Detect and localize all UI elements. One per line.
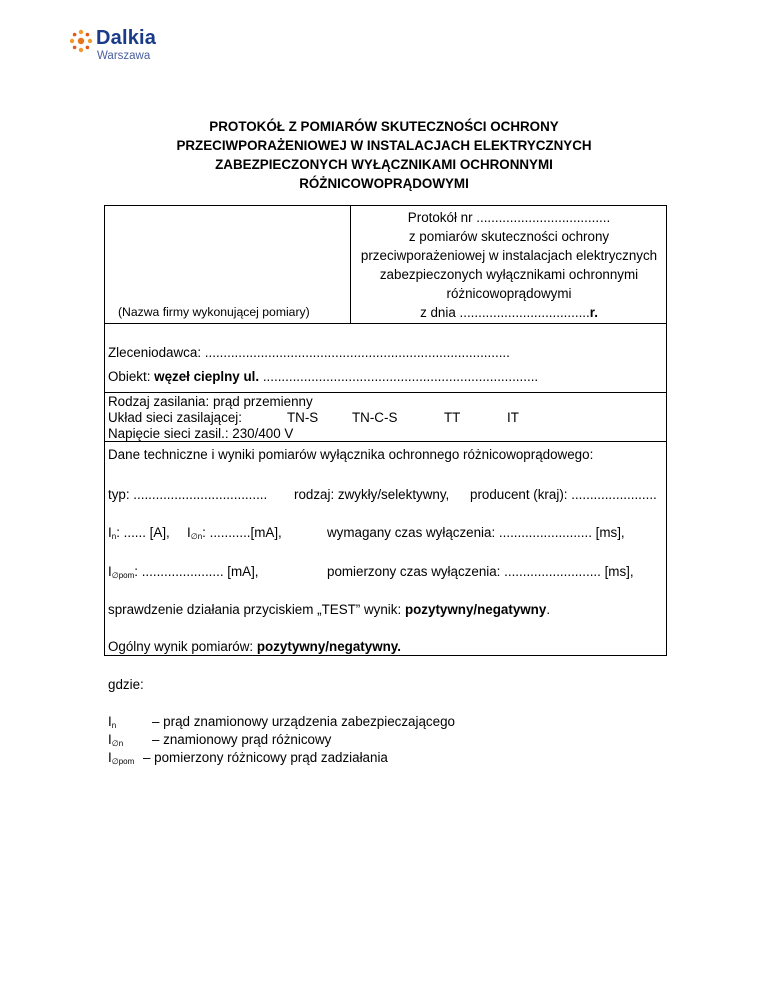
residual-current-subscript: ∅n — [190, 532, 203, 541]
legend-symbol — [108, 749, 134, 766]
legend-symbol — [108, 731, 123, 748]
brand-location: Warszawa — [97, 50, 151, 62]
company-caption: (Nazwa firmy wykonującej pomiary) — [118, 305, 310, 319]
residual-current-value: : ...........[mA], — [202, 525, 282, 540]
network-option-tncs: TN-C-S — [352, 410, 398, 425]
test-prefix: sprawdzenie działania przyciskiem „TEST” wynik: — [108, 602, 402, 617]
field-residual-current — [187, 524, 282, 541]
protocol-line: przeciwporażeniowej w instalacjach elektrycznych — [360, 248, 658, 263]
network-option-tns: TN-S — [287, 410, 319, 425]
object-row — [108, 368, 538, 385]
field-required-time: wymagany czas wyłączenia: ......................... [ms], — [327, 525, 625, 540]
brand-name: Dalkia — [96, 27, 157, 49]
field-kind: rodzaj: zwykły/selektywny, — [294, 487, 450, 502]
residual-current-symbol: I — [187, 525, 191, 540]
legend-symbol-letter: I — [108, 732, 112, 747]
protocol-line: z pomiarów skuteczności ochrony — [408, 229, 610, 244]
rated-current-subscript: n — [111, 532, 117, 541]
client-row — [108, 344, 510, 361]
protocol-date-prefix: z dnia ................................... — [420, 305, 590, 320]
legend-symbol — [108, 713, 116, 730]
supply-type: Rodzaj zasilania: prąd przemienny — [108, 394, 313, 409]
legend-symbol-letter: I — [108, 750, 112, 765]
legend-symbol-subscript: n — [111, 721, 117, 730]
object-dots: .......................................................................... — [262, 369, 539, 384]
object-value: węzeł cieplny ul. — [154, 369, 260, 384]
test-suffix: . — [546, 602, 551, 617]
legend-description: – prąd znamionowy urządzenia zabezpieczającego — [152, 714, 455, 729]
field-type: typ: .................................... — [108, 487, 268, 502]
legend-symbol-letter: I — [108, 714, 112, 729]
measured-current-symbol: I — [108, 564, 112, 579]
supply-voltage: Napięcie sieci zasil.: 230/400 V — [108, 426, 294, 441]
title-line: PROTOKÓŁ Z POMIARÓW SKUTECZNOŚCI OCHRONY — [209, 119, 559, 134]
network-option-it: IT — [507, 410, 519, 425]
rated-current-value: : ...... [A], — [116, 525, 170, 540]
object-label: Obiekt: — [108, 369, 151, 384]
header-divider — [350, 205, 351, 324]
protocol-date — [352, 304, 666, 321]
client-label: Zleceniodawca: — [108, 345, 202, 360]
general-result: pozytywny/negatywny. — [256, 639, 401, 654]
protocol-line: różnicowoprądowymi — [446, 286, 572, 301]
field-rated-current — [108, 524, 170, 541]
legend-description: – pomierzony różnicowy prąd zadziałania — [143, 750, 388, 765]
title-line: PRZECIWPORAŻENIOWEJ W INSTALACJACH ELEKTRYCZNYCH — [176, 138, 592, 153]
legend-symbol-subscript: ∅n — [111, 739, 124, 748]
field-test-result — [108, 601, 550, 618]
protocol-date-suffix: r. — [589, 305, 598, 320]
legend-intro: gdzie: — [108, 677, 144, 692]
field-producer: producent (kraj): ....................... — [470, 487, 657, 502]
legend-symbol-subscript: ∅pom — [111, 757, 135, 766]
rated-current-symbol: I — [108, 525, 112, 540]
field-measured-time: pomierzony czas wyłączenia: .......................... [ms], — [327, 564, 634, 579]
field-measured-current — [108, 563, 259, 580]
title-line: RÓŻNICOWOPRĄDOWYMI — [299, 176, 469, 191]
dalkia-logo-icon — [68, 28, 94, 54]
title-line: ZABEZPIECZONYCH WYŁĄCZNIKAMI OCHRONNYMI — [215, 157, 553, 172]
field-general-result — [108, 638, 401, 655]
measured-current-value: : ...................... [mA], — [134, 564, 259, 579]
legend-description: – znamionowy prąd różnicowy — [152, 732, 332, 747]
protocol-number: Protokół nr .................................... — [407, 210, 611, 225]
protocol-line: zabezpieczonych wyłącznikami ochronnymi — [379, 267, 639, 282]
network-option-tt: TT — [444, 410, 461, 425]
tech-header: Dane techniczne i wyniki pomiarów wyłącznika ochronnego różnicowoprądowego: — [108, 447, 594, 462]
network-label: Układ sieci zasilającej: — [108, 410, 242, 425]
test-result: pozytywny/negatywny — [404, 602, 547, 617]
client-value: .................................................................................. — [204, 345, 510, 360]
general-prefix: Ogólny wynik pomiarów: — [108, 639, 254, 654]
measured-current-subscript: ∅pom — [111, 571, 135, 580]
document-title — [0, 117, 768, 193]
